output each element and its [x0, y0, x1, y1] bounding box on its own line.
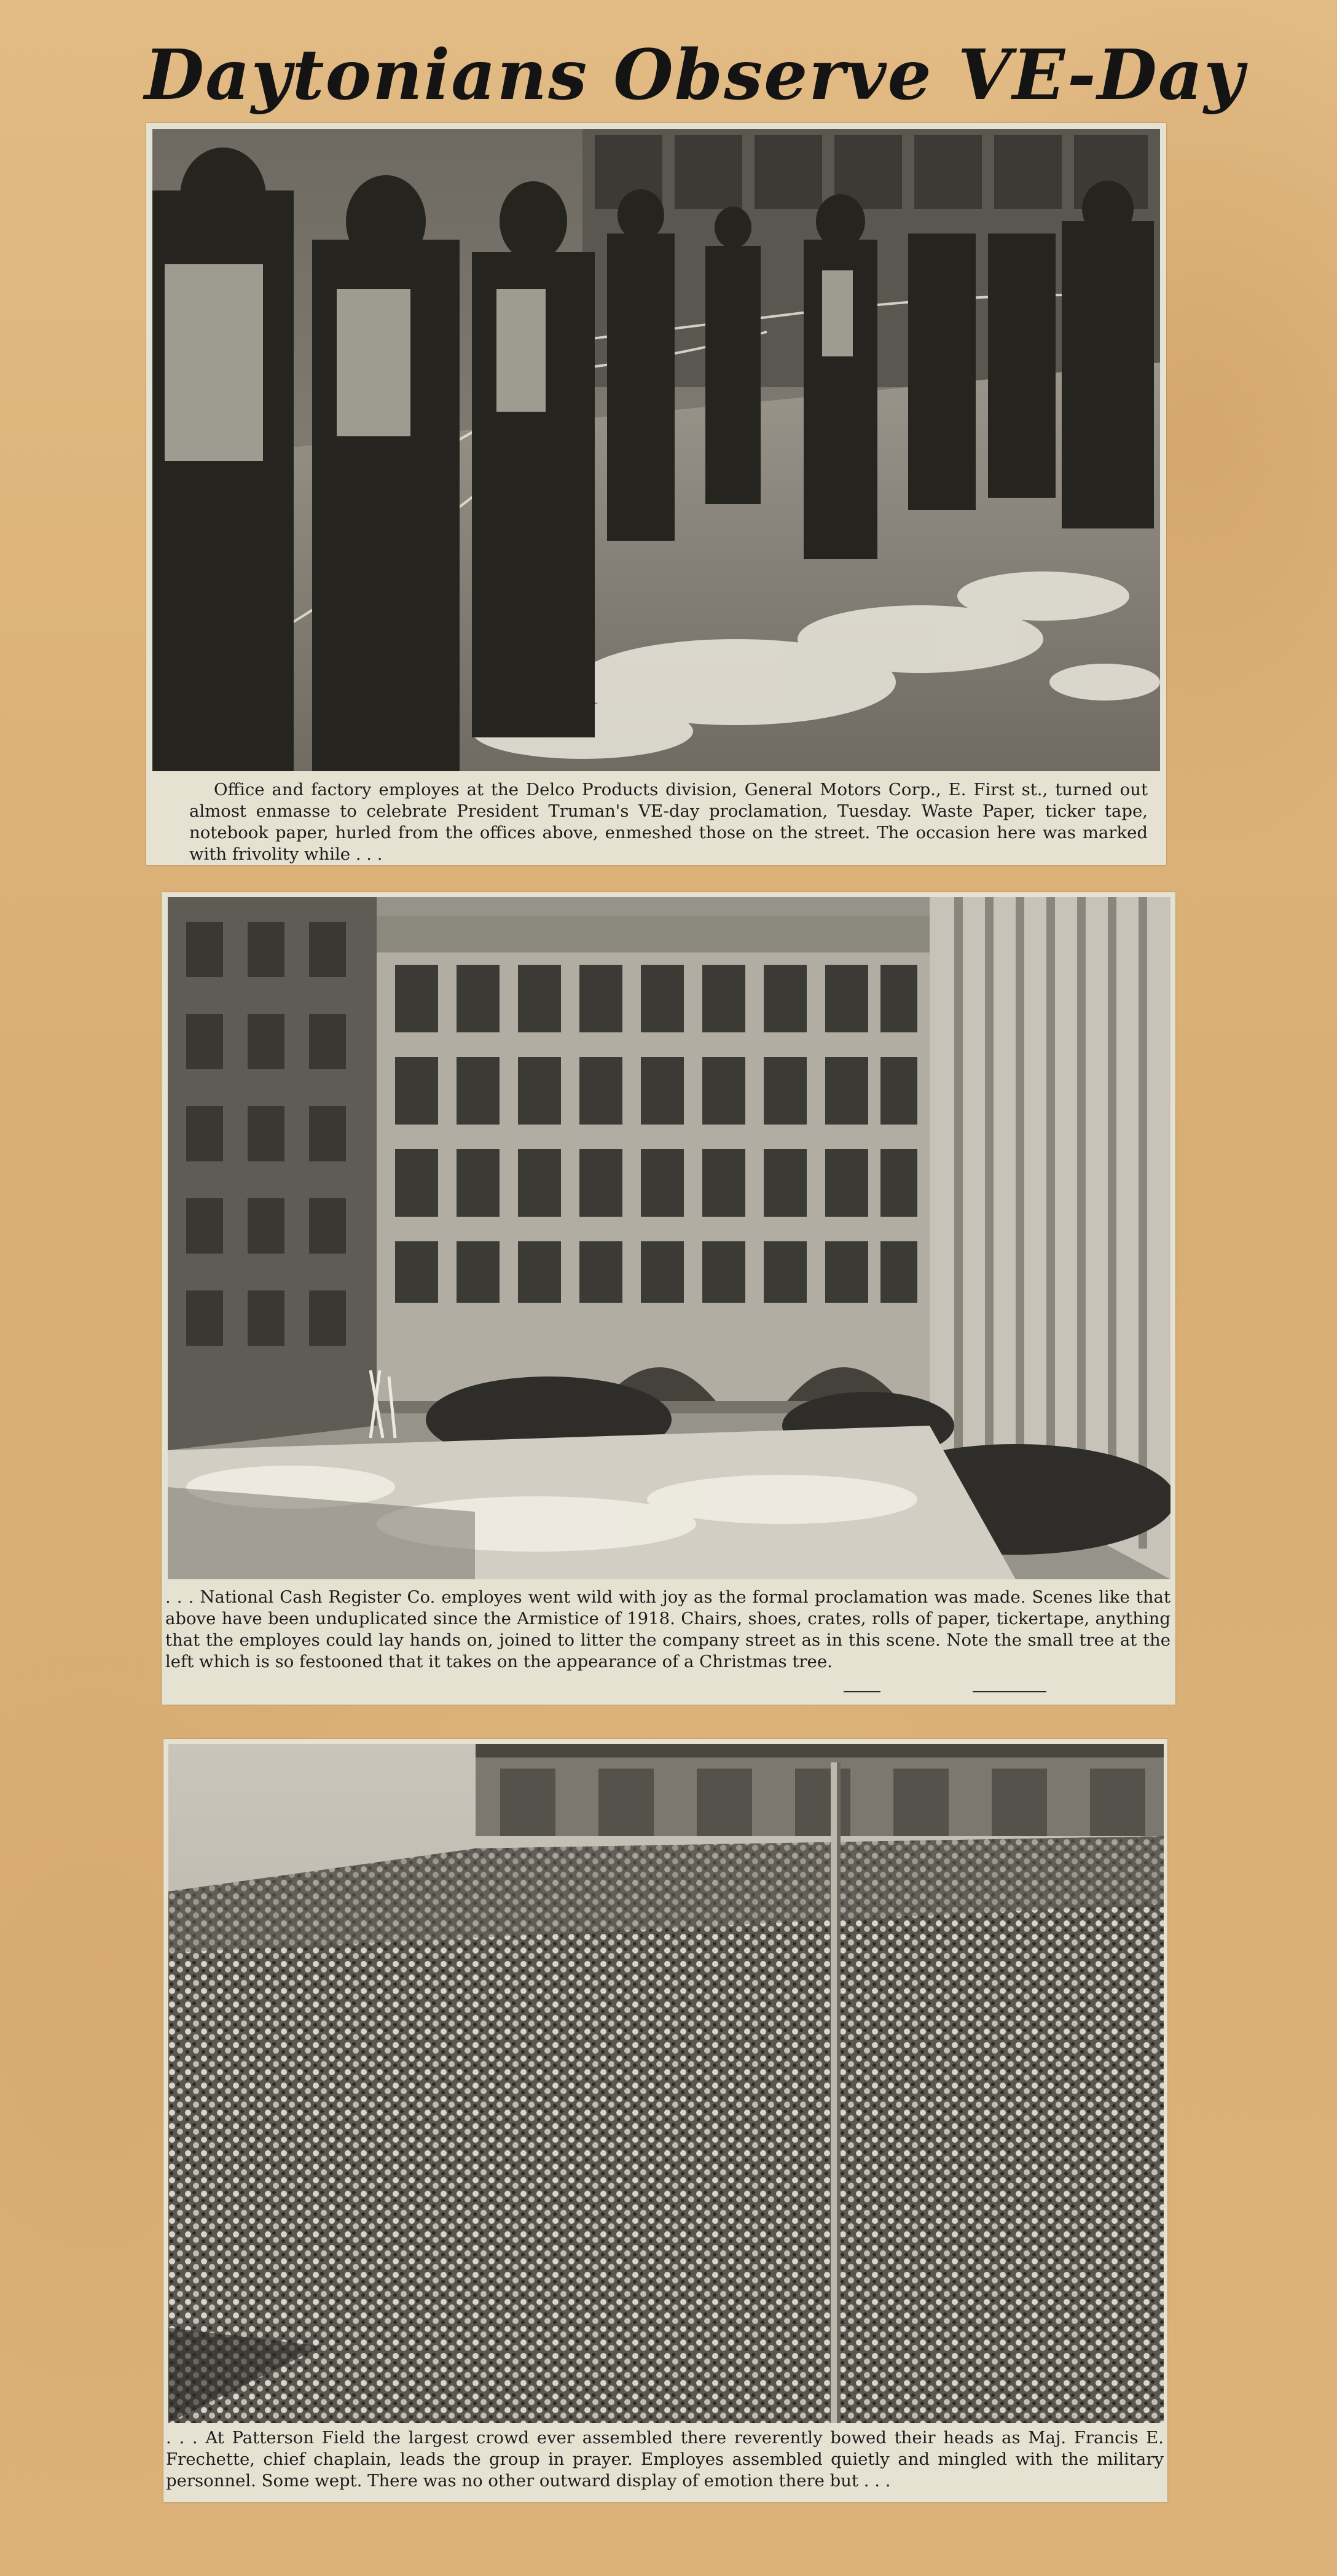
news-clipping-1: [146, 123, 1166, 865]
photo-delco-street-celebration: [152, 129, 1160, 771]
divider: [973, 1691, 1046, 1692]
news-clipping-3: [163, 1739, 1167, 2502]
photo-patterson-field-crowd-image: [168, 1744, 1164, 2423]
photo-ncr-building-image: [168, 897, 1170, 1579]
photo-delco-street-celebration-image: [152, 129, 1160, 771]
photo-caption: . . . National Cash Register Co. employes went wild with joy as the formal proclamation was made. Scenes like that above have been unduplicated since the Armistice of 1918. Chairs, shoes, crates, rolls of paper, tickertape, anything that the employes could lay hands on, joined to litter the company street as in this scene. Note the small tree at the left which is so festooned that it takes on the appearance of a Christmas tree.: [165, 1587, 1170, 1671]
headline: Daytonians Observe VE-Day: [144, 35, 1245, 116]
divider: [844, 1691, 880, 1692]
news-clipping-2: [162, 892, 1175, 1705]
photo-caption: . . . At Patterson Field the largest crowd ever assembled there reverently bowed their heads as Maj. Francis E. Frechette, chief chaplain, leads the group in prayer. Employes assembled quietly and mingled with the military personnel. Some wept. There was no other outward display of emotion there but . . .: [166, 2428, 1164, 2491]
photo-ncr-building: [168, 897, 1170, 1579]
photo-caption: Office and factory employes at the Delco Products division, General Motors Corp., E. First st., turned out almost enmasse to celebrate President Truman's VE-day proclamation, Tuesday. Waste Paper, ticker tape, notebook paper, hurled from the offices above, enmeshed those on the street. The occasion here was marked with frivolity while . . .: [189, 780, 1148, 864]
photo-patterson-field-crowd: [168, 1744, 1164, 2423]
